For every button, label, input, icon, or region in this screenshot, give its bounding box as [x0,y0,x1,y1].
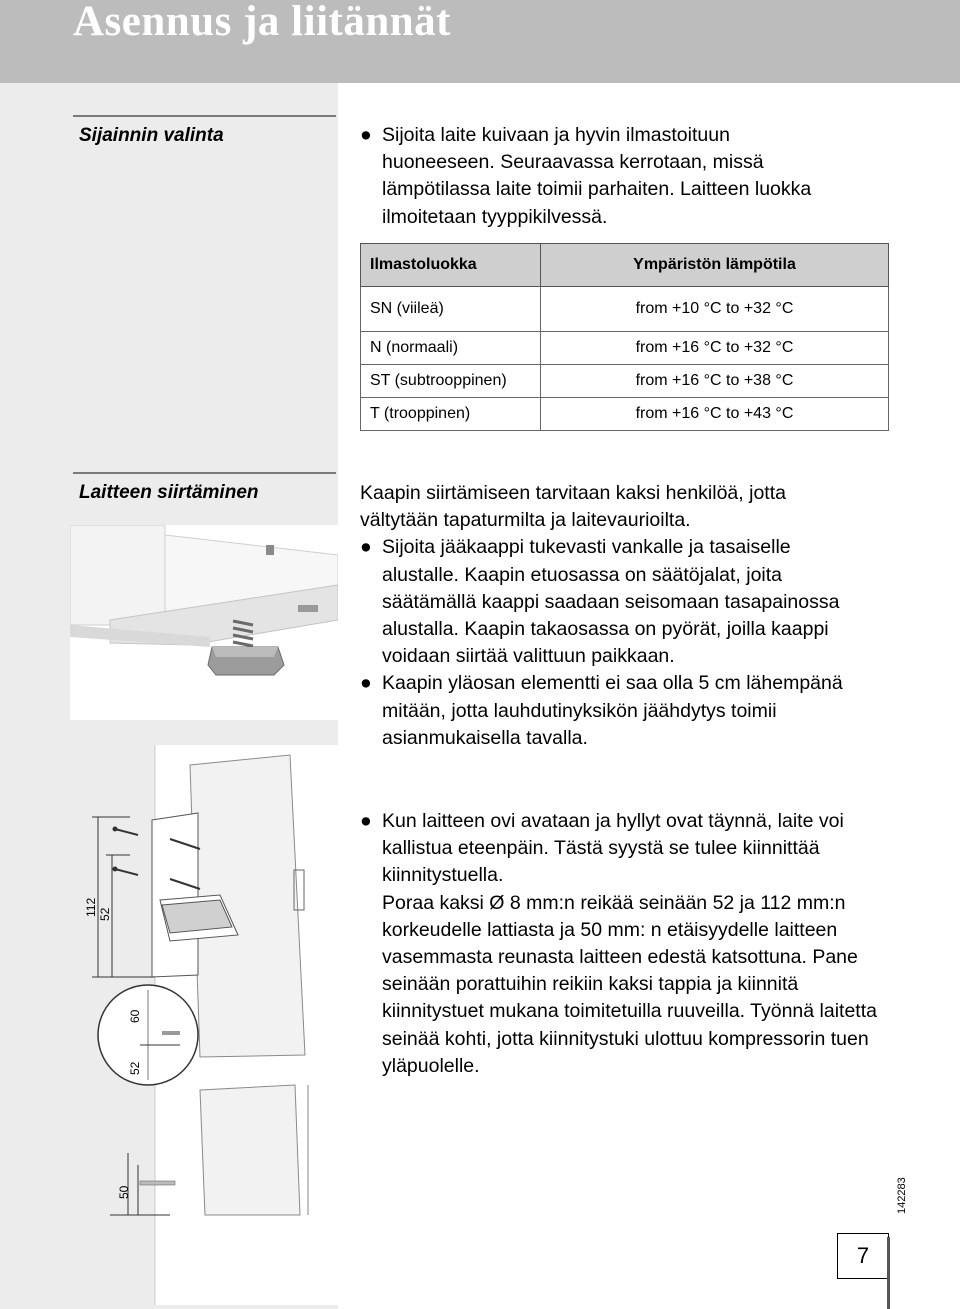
page-title: Asennus ja liitännät [73,0,451,45]
list-item [360,534,860,670]
table-cell-range: from +16 °C to +32 °C [541,332,889,365]
dimension-label-52-lower: 52 [128,1061,142,1075]
dimension-label-112: 112 [84,897,98,917]
table-header-ambient-temperature: Ympäristön lämpötila [541,244,889,287]
page-number: 7 [837,1233,889,1279]
table-row [361,287,889,332]
table-row [361,398,889,431]
list-item [360,808,890,890]
adjustable-foot-illustration [70,525,338,720]
bullet-icon: ● [360,124,372,146]
table-row [361,332,889,365]
table-cell-class: N (normaali) [361,332,541,365]
moving-bullet-text: Kaapin yläosan elementti ei saa olla 5 cm lähempänä mitään, jotta lauhdutinyksikön jäähdytys toimii asianmukaisella tavalla. [382,672,843,749]
table-cell-range: from +16 °C to +43 °C [541,398,889,431]
moving-intro: Kaapin siirtämiseen tarvitaan kaksi henkilöä, jotta vältytään tapaturmilta ja laitevaurioilta. [360,482,786,532]
section-heading-location: Sijainnin valinta [79,125,224,146]
location-bullet-text: Sijoita laite kuivaan ja hyvin ilmastoituun huoneeseen. Seuraavassa kerrotaan, missä lämpötilassa laite toimii parhaiten. Laitteen luokka ilmoitetaan tyyppikilvessä. [382,124,812,228]
table-header-row [361,244,889,287]
section-heading-moving: Laitteen siirtäminen [79,482,259,503]
table-row [361,365,889,398]
list-item [360,122,830,231]
location-paragraph [360,122,830,231]
list-item [360,670,860,752]
page-number-bar [887,1237,890,1309]
dimension-label-50: 50 [117,1185,131,1199]
anchoring-bullet-text: Kun laitteen ovi avataan ja hyllyt ovat täynnä, laite voi kallistua eteenpäin. Tästä syystä se tulee kiinnittää kiinnitystuella. [382,810,844,887]
anchoring-instructions: Poraa kaksi Ø 8 mm:n reikää seinään 52 ja 112 mm:n korkeudelle lattiasta ja 50 mm: n etäisyydelle laitteen vasemmasta reunasta laitteen edestä katsottuna. Pane seinään porattuihin reikiin kaksi tappia ja kiinnitä kiinnitystuet mukana toimitetuilla ruuveilla. Työnnä laitetta seinää kohti, jotta kiinnitystuki ulottuu kompressorin tuen yläpuolelle. [382,891,877,1077]
bullet-icon: ● [360,672,372,695]
section-divider [73,472,336,474]
table-cell-range: from +10 °C to +32 °C [541,287,889,332]
climate-class-table [360,243,889,431]
moving-bullet-text: Sijoita jääkaappi tukevasti vankalle ja tasaiselle alustalle. Kaapin etuosassa on säätöjalat, joita säätämällä kaappi saadaan seisomaan tasapainossa alustalla. Kaapin takaosassa on pyörät, joilla kaappi voidaan siirtää valittuun paikkaan. [382,536,840,668]
figure-code: 142283 [896,1177,908,1214]
table-cell-class: T (trooppinen) [361,398,541,431]
bullet-icon: ● [360,536,372,559]
table-cell-class: SN (viileä) [361,287,541,332]
section-divider [73,115,336,117]
page-header [0,0,960,83]
anti-tip-bracket-illustration [70,745,338,1305]
table-cell-class: ST (subtrooppinen) [361,365,541,398]
table-header-climate-class: Ilmastoluokka [361,244,541,287]
anchoring-paragraph [360,808,890,1080]
bullet-icon: ● [360,810,372,832]
moving-paragraph [360,480,860,752]
table-cell-range: from +16 °C to +38 °C [541,365,889,398]
dimension-label-52-upper: 52 [98,907,112,921]
dimension-label-60: 60 [128,1009,142,1023]
